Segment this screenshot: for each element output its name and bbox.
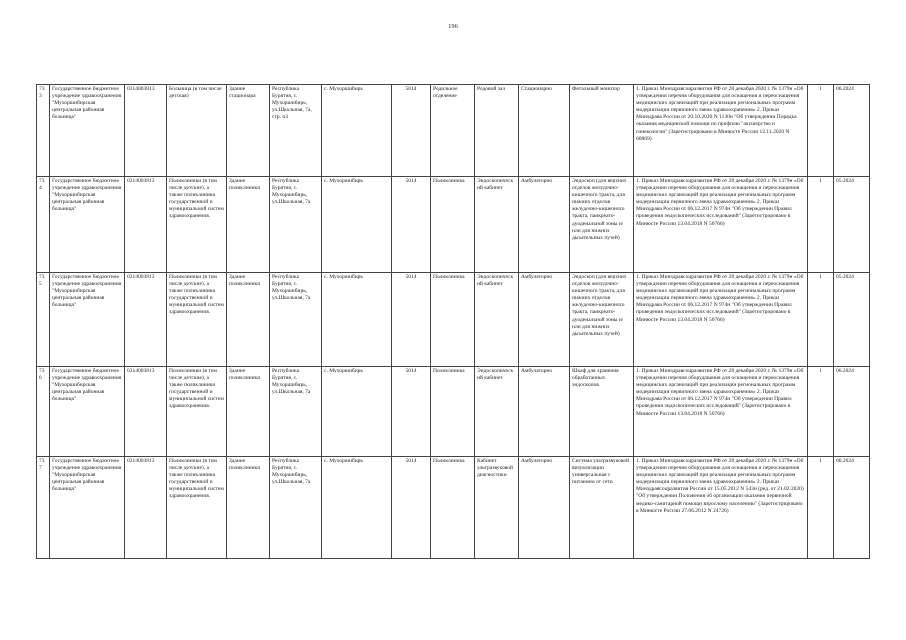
due-date: 05.2024 bbox=[834, 177, 870, 273]
building-name: Здание поликлиники bbox=[227, 457, 270, 559]
medical-organization-type: Поликлиники (в том числе детские), а также поликлиники государственной и муниципальной систем здравоохранения. bbox=[167, 367, 227, 457]
row-number: 737 bbox=[37, 457, 50, 559]
due-date: 05.2024 bbox=[834, 273, 870, 367]
care-conditions: Амбулаторно bbox=[519, 177, 570, 273]
row-number: 736 bbox=[37, 367, 50, 457]
quantity: 1 bbox=[808, 457, 834, 559]
table-row bbox=[37, 177, 870, 273]
unit: Эндоскопический кабинет bbox=[475, 273, 519, 367]
legal-basis: 1. Приказ Минздравсоцразвития РФ от 28 декабря 2020 г. № 1379н «Об утверждении перечня оборудования для оснащения и переоснащения медицинских организаций при реализации региональных программ модернизации первичного звена здравоохранения» 2. Приказ Минздрава России от 06.12.2017 N 974н "Об утверждении Правил проведения эндоскопических исследований" (Зарегистрировано в Минюсте России 13.04.2018 N 50766) bbox=[634, 273, 808, 367]
quantity: 1 bbox=[808, 367, 834, 457]
organization-name: Государственное бюджетное учреждение здравоохранения "Мухоршибирская центральная районная больница" bbox=[50, 457, 125, 559]
due-date: 06.2024 bbox=[834, 85, 870, 177]
organization-name: Государственное бюджетное учреждение здравоохранения "Мухоршибирская центральная районная больница" bbox=[50, 273, 125, 367]
legal-basis: 1. Приказ Минздравсоцразвития РФ от 28 декабря 2020 г. № 1379н «Об утверждении перечня оборудования для оснащения и переоснащения медицинских организаций при реализации региональных программ модернизации первичного звена здравоохранения» 2. Приказ Минздравсоцразвития России от 15.05.2012 N 543н (ред. от 21.02.2020) "Об утверждении Положения об организации оказания первичной медико-санитарной помощи взрослому населению" (Зарегистрировано в Минюсте России 27.06.2012 N 24726) bbox=[634, 457, 808, 559]
inn-code: 0314003813 bbox=[125, 273, 167, 367]
table-row bbox=[37, 85, 870, 177]
medical-organization-type: Больница (в том числе детская) bbox=[167, 85, 227, 177]
locality: с. Мухоршибирь bbox=[322, 177, 392, 273]
legal-basis: 1. Приказ Минздравсоцразвития РФ от 28 декабря 2020 г. № 1379н «Об утверждении перечня оборудования для оснащения и переоснащения медицинских организаций при реализации региональных программ модернизации первичного звена здравоохранения» 2. Приказ Минздрава России от 20.10.2020 N 1130н "Об утверждении Порядка оказания медицинской помощи по профилю "акушерство и гинекология" (Зарегистрировано в Минюсте России 12.11.2020 N 60869) bbox=[634, 85, 808, 177]
department: Поликлиника bbox=[431, 177, 475, 273]
address: Республика Бурятия, с. Мухоршибирь, ул.Школьная, 7а bbox=[270, 457, 322, 559]
unit: Эндоскопический кабинет bbox=[475, 367, 519, 457]
equipment-name: Эндоскоп (для верхних отделов желудочно-кишечного тракта, для нижних отделов желудочно-кишечного тракта, панкреато-дуоденальной зоны и/или для нижних дыхательных путей) bbox=[570, 177, 634, 273]
quantity: 1 bbox=[808, 85, 834, 177]
table-row bbox=[37, 273, 870, 367]
care-conditions: Амбулаторно bbox=[519, 273, 570, 367]
care-conditions: Амбулаторно bbox=[519, 457, 570, 559]
code: 5014 bbox=[392, 273, 431, 367]
department: Поликлиника bbox=[431, 457, 475, 559]
equipment-name: Фетальный монитор bbox=[570, 85, 634, 177]
code: 5014 bbox=[392, 177, 431, 273]
quantity: 1 bbox=[808, 177, 834, 273]
equipment-name: Эндоскоп (для верхних отделов желудочно-кишечного тракта, для нижних отделов желудочно-кишечного тракта, панкреато-дуоденальной зоны и/или для нижних дыхательных путей) bbox=[570, 273, 634, 367]
locality: с. Мухоршибирь bbox=[322, 367, 392, 457]
table-row bbox=[37, 367, 870, 457]
medical-organization-type: Поликлиники (в том числе детские), а также поликлиники государственной и муниципальной систем здравоохранения. bbox=[167, 273, 227, 367]
department: Поликлиника bbox=[431, 367, 475, 457]
department: Родильное отделение bbox=[431, 85, 475, 177]
medical-organization-type: Поликлиники (в том числе детские), а также поликлиники государственной и муниципальной систем здравоохранения. bbox=[167, 457, 227, 559]
locality: с. Мухоршибирь bbox=[322, 273, 392, 367]
building-name: Здание поликлиники bbox=[227, 177, 270, 273]
inn-code: 0314003813 bbox=[125, 85, 167, 177]
organization-name: Государственное бюджетное учреждение здравоохранения "Мухоршибирская центральная районная больница" bbox=[50, 177, 125, 273]
unit: Эндоскопический кабинет bbox=[475, 177, 519, 273]
inn-code: 0314003813 bbox=[125, 457, 167, 559]
department: Поликлиника bbox=[431, 273, 475, 367]
building-name: Здание стационара bbox=[227, 85, 270, 177]
address: Республика Бурятия, с. Мухоршибирь, ул.Школьная, 7а, стр. п3 bbox=[270, 85, 322, 177]
equipment-table bbox=[36, 84, 870, 559]
building-name: Здание поликлиники bbox=[227, 273, 270, 367]
organization-name: Государственное бюджетное учреждение здравоохранения "Мухоршибирская центральная районная больница" bbox=[50, 85, 125, 177]
medical-organization-type: Поликлиники (в том числе детские), а также поликлиники государственной и муниципальной систем здравоохранения. bbox=[167, 177, 227, 273]
legal-basis: 1. Приказ Минздравсоцразвития РФ от 28 декабря 2020 г. № 1379н «Об утверждении перечня оборудования для оснащения и переоснащения медицинских организаций при реализации региональных программ модернизации первичного звена здравоохранения» 2. Приказ Минздрава России от 06.12.2017 N 974н "Об утверждении Правил проведения эндоскопических исследований" (Зарегистрировано в Минюсте России 13.04.2018 N 50766) bbox=[634, 367, 808, 457]
locality: с. Мухоршибирь bbox=[322, 85, 392, 177]
care-conditions: Стационарно bbox=[519, 85, 570, 177]
inn-code: 0314003813 bbox=[125, 367, 167, 457]
unit: Кабинет ультразвуковой диагностики bbox=[475, 457, 519, 559]
page-number: 196 bbox=[448, 23, 458, 30]
building-name: Здание поликлиники bbox=[227, 367, 270, 457]
code: 5014 bbox=[392, 457, 431, 559]
row-number: 733 bbox=[37, 85, 50, 177]
due-date: 06.2024 bbox=[834, 367, 870, 457]
code: 5014 bbox=[392, 85, 431, 177]
address: Республика Бурятия, с. Мухоршибирь, ул.Школьная, 7а bbox=[270, 367, 322, 457]
address: Республика Бурятия, с. Мухоршибирь, ул.Школьная, 7а bbox=[270, 273, 322, 367]
table-row bbox=[37, 457, 870, 559]
unit: Родовой зал bbox=[475, 85, 519, 177]
quantity: 1 bbox=[808, 273, 834, 367]
address: Республика Бурятия, с. Мухоршибирь, ул.Школьная, 7а bbox=[270, 177, 322, 273]
legal-basis: 1. Приказ Минздравсоцразвития РФ от 28 декабря 2020 г. № 1379н «Об утверждении перечня оборудования для оснащения и переоснащения медицинских организаций при реализации региональных программ модернизации первичного звена здравоохранения» 2. Приказ Минздрава России от 06.12.2017 N 974н "Об утверждении Правил проведения эндоскопических исследований" (Зарегистрировано в Минюсте России 13.04.2018 N 50766) bbox=[634, 177, 808, 273]
row-number: 735 bbox=[37, 273, 50, 367]
inn-code: 0314003813 bbox=[125, 177, 167, 273]
equipment-name: Шкаф для хранения обработанных эндоскопов bbox=[570, 367, 634, 457]
code: 5014 bbox=[392, 367, 431, 457]
care-conditions: Амбулаторно bbox=[519, 367, 570, 457]
equipment-name: Система ультразвуковой визуализации универсальная с питанием от сети bbox=[570, 457, 634, 559]
organization-name: Государственное бюджетное учреждение здравоохранения "Мухоршибирская центральная районная больница" bbox=[50, 367, 125, 457]
due-date: 06.2024 bbox=[834, 457, 870, 559]
row-number: 734 bbox=[37, 177, 50, 273]
locality: с. Мухоршибирь bbox=[322, 457, 392, 559]
